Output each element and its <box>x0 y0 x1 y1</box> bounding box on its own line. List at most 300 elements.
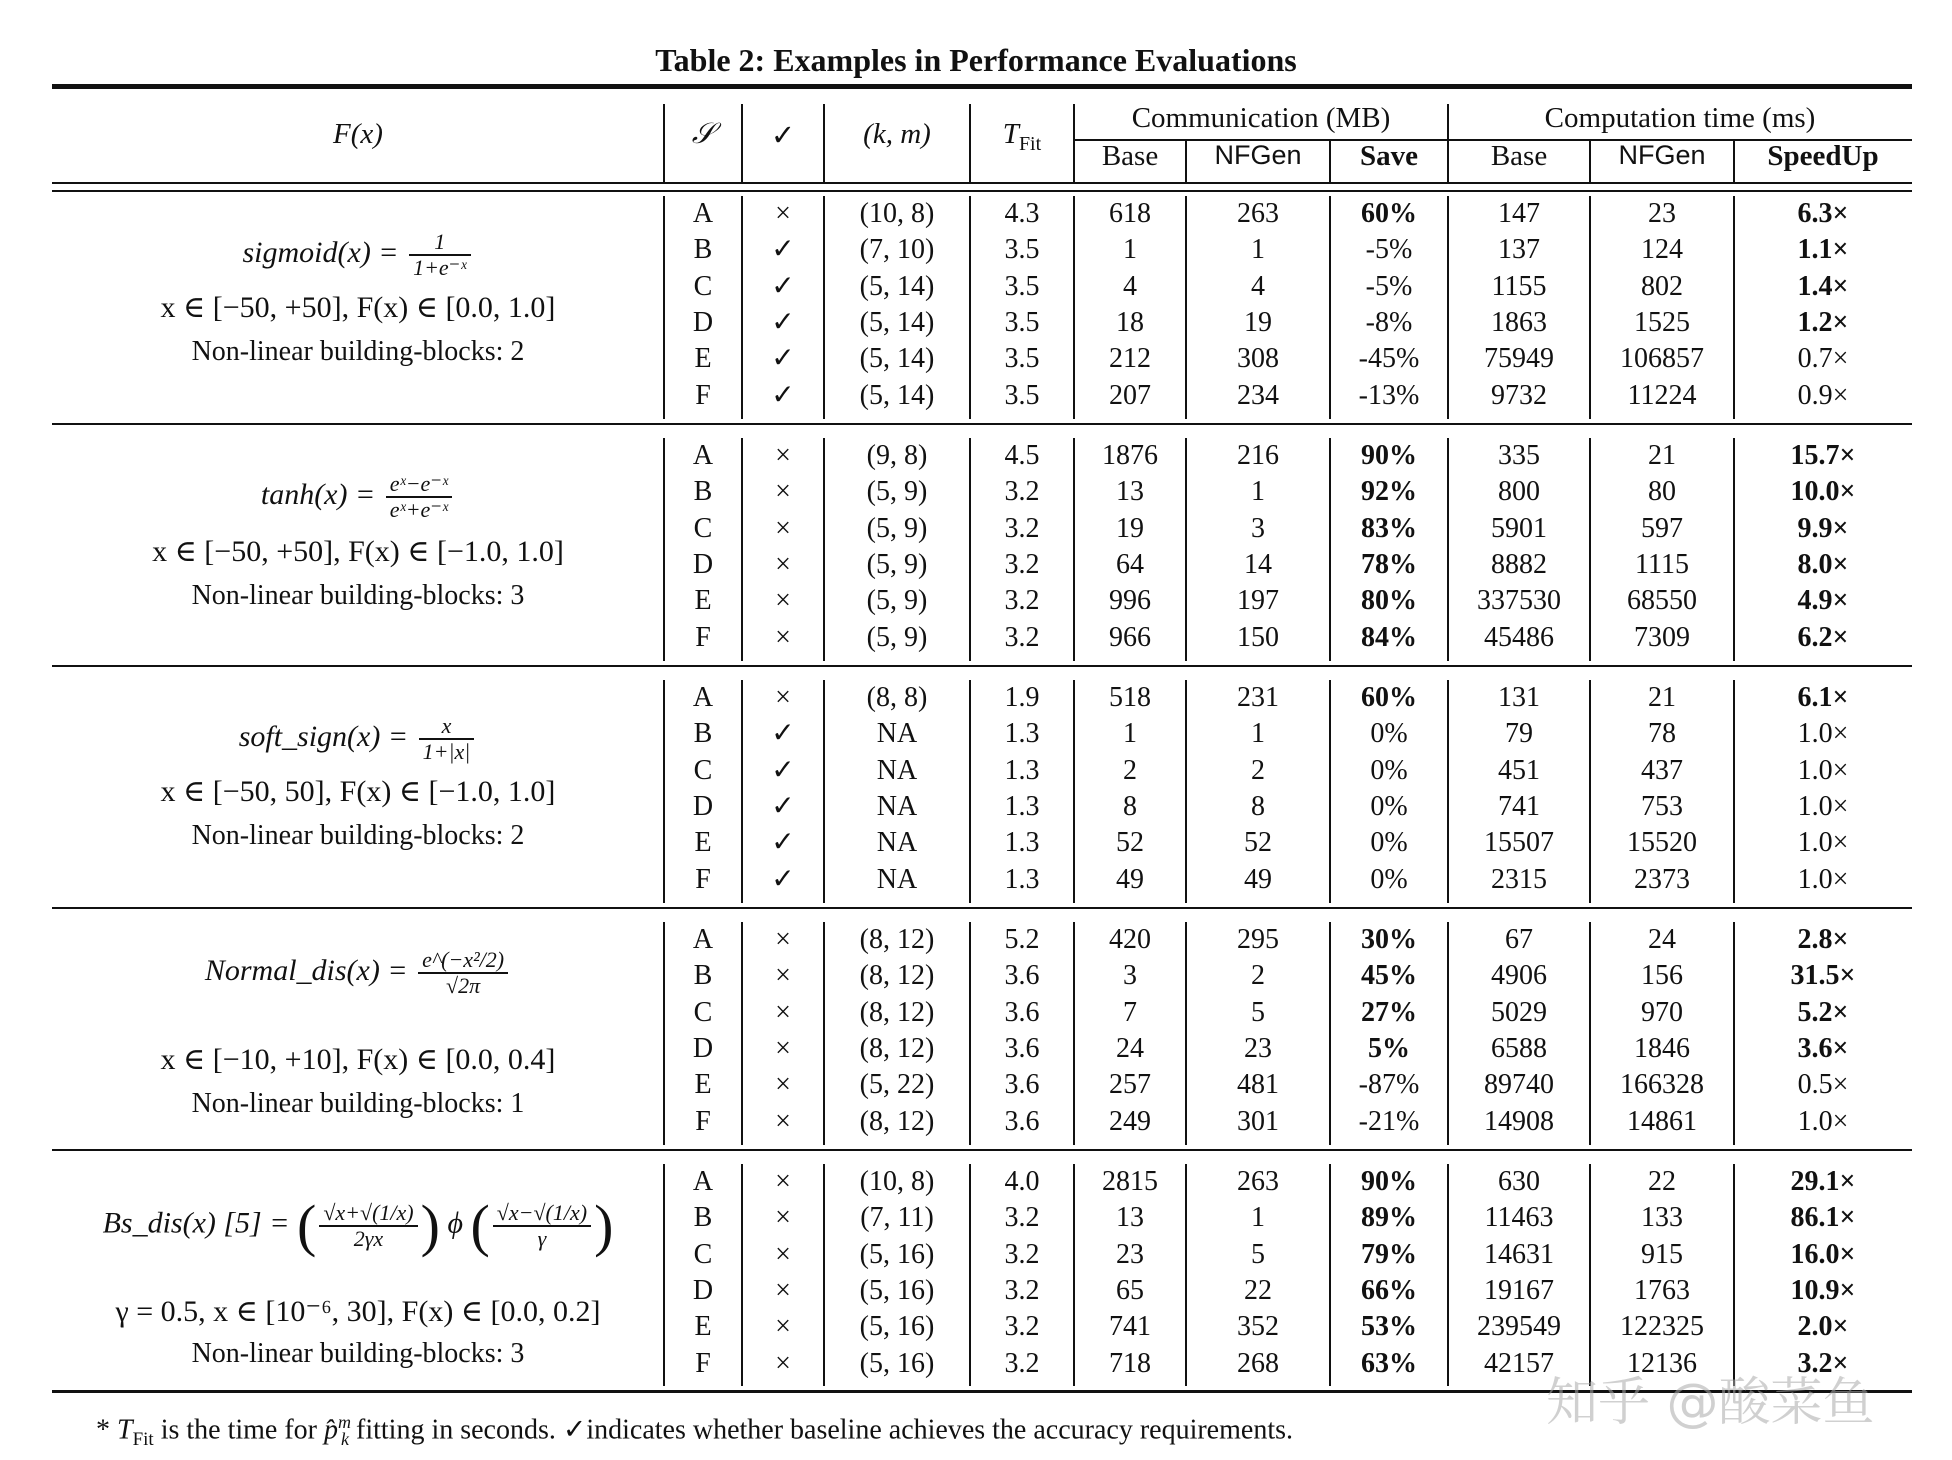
cell-t: 1.3 <box>1004 790 1040 822</box>
col-line-6 <box>1447 104 1449 182</box>
cell-km: (10, 8) <box>859 198 935 229</box>
cell-cb: 5029 <box>1491 996 1547 1028</box>
cell-c: × <box>775 1274 791 1306</box>
blocks-tanh: Non-linear building-blocks: 3 <box>191 580 525 611</box>
cell-cb: 131 <box>1498 682 1540 713</box>
cell-su: 4.9× <box>1797 585 1849 617</box>
cell-sv: 60% <box>1361 198 1417 229</box>
cell-cb: 239549 <box>1477 1311 1561 1343</box>
cell-c: × <box>775 1032 791 1064</box>
cell-t: 3.2 <box>1004 1311 1040 1343</box>
cell-t: 3.2 <box>1004 476 1040 508</box>
cell-b: 19 <box>1116 512 1144 544</box>
cell-s: A <box>692 682 714 713</box>
cell-su: 29.1× <box>1790 1166 1856 1197</box>
cell-b: 1 <box>1123 718 1137 750</box>
cell-su: 10.9× <box>1790 1274 1856 1306</box>
cell-km: (5, 14) <box>859 306 935 338</box>
cell-su: 1.1× <box>1797 234 1849 266</box>
cell-n: 197 <box>1237 585 1279 617</box>
cell-s: A <box>692 440 714 471</box>
formula-sigmoid: sigmoid(x) = $\frac{1}{\text{1+e⁻ˣ}}$ <box>52 230 664 280</box>
cell-c: × <box>775 1069 791 1101</box>
top-rule <box>52 84 1912 89</box>
cell-sv: -21% <box>1358 1105 1420 1137</box>
col-line-3 <box>823 104 825 182</box>
cell-km: NA <box>876 827 918 859</box>
cell-su: 1.0× <box>1797 863 1849 895</box>
cell-c: × <box>775 440 791 471</box>
cell-cb: 79 <box>1505 718 1533 750</box>
cell-km: (8, 12) <box>859 1032 935 1064</box>
cell-cn: 22 <box>1648 1166 1676 1197</box>
cell-cb: 1155 <box>1491 270 1547 302</box>
cell-s: F <box>695 1105 711 1137</box>
cell-n: 263 <box>1237 198 1279 229</box>
sigmoid-fraction: $\frac{1}{\text{1+e⁻ˣ}}$ <box>409 230 470 280</box>
cell-t: 3.5 <box>1004 343 1040 375</box>
cell-n: 49 <box>1244 863 1272 895</box>
cell-c: ✓ <box>771 718 795 750</box>
cell-c: × <box>775 621 791 653</box>
cell-cn: 1115 <box>1635 548 1689 580</box>
cell-su: 3.2× <box>1797 1347 1849 1379</box>
cell-t: 4.3 <box>1004 198 1040 229</box>
cell-su: 0.5× <box>1797 1069 1849 1101</box>
cell-s: A <box>692 198 714 229</box>
cell-n: 301 <box>1237 1105 1279 1137</box>
col-line-5 <box>1073 104 1075 182</box>
cell-cb: 800 <box>1498 476 1540 508</box>
cell-b: 249 <box>1109 1105 1151 1137</box>
cell-su: 2.0× <box>1797 1311 1849 1343</box>
cell-cb: 741 <box>1498 790 1540 822</box>
cell-s: E <box>694 827 712 859</box>
cell-km: NA <box>876 863 918 895</box>
cell-km: (5, 9) <box>866 548 928 580</box>
cell-s: A <box>692 924 714 955</box>
cell-c: × <box>775 1238 791 1270</box>
cell-cn: 915 <box>1641 1238 1683 1270</box>
cell-b: 420 <box>1109 924 1151 955</box>
cell-cn: 24 <box>1648 924 1676 955</box>
soft-sign-fraction: $\frac{x}{1+|x|}$ <box>419 714 475 764</box>
cell-n: 1 <box>1251 1202 1265 1234</box>
cell-s: D <box>692 1274 714 1306</box>
cell-km: (7, 10) <box>859 234 935 266</box>
cell-n: 231 <box>1237 682 1279 713</box>
cell-c: ✓ <box>771 827 795 859</box>
cell-cb: 75949 <box>1484 343 1554 375</box>
cell-n: 234 <box>1237 379 1279 411</box>
cell-su: 1.0× <box>1797 790 1849 822</box>
col-line-10 <box>1733 141 1735 182</box>
cell-cb: 9732 <box>1491 379 1547 411</box>
cell-b: 718 <box>1109 1347 1151 1379</box>
cell-b: 52 <box>1116 827 1144 859</box>
cell-cn: 80 <box>1648 476 1676 508</box>
cell-su: 86.1× <box>1790 1202 1856 1234</box>
formula-soft-sign: soft_sign(x) = $\frac{x}{1+|x|}$ <box>52 714 664 764</box>
cell-cb: 451 <box>1498 754 1540 786</box>
cell-km: (5, 16) <box>859 1238 935 1270</box>
blocks-sigmoid: Non-linear building-blocks: 2 <box>191 336 525 367</box>
cell-sv: 90% <box>1361 440 1417 471</box>
cell-sv: 80% <box>1361 585 1417 617</box>
cell-c: × <box>775 1347 791 1379</box>
cell-km: (5, 9) <box>866 585 928 617</box>
cell-km: (5, 22) <box>859 1069 935 1101</box>
cell-t: 3.2 <box>1004 1274 1040 1306</box>
cell-cn: 124 <box>1641 234 1683 266</box>
cell-su: 10.0× <box>1790 476 1856 508</box>
cell-c: ✓ <box>771 754 795 786</box>
col-line-9 <box>1589 141 1591 182</box>
cell-s: E <box>694 1311 712 1343</box>
cell-s: C <box>693 1238 713 1270</box>
cell-km: (8, 12) <box>859 1105 935 1137</box>
cell-sv: 0% <box>1370 718 1408 750</box>
footnote: * $T_{Fit}$ is the time for p̂$^m_k$ fitting in seconds. ✓indicates whether baseline achieves the accuracy requirements. <box>96 1412 1293 1450</box>
cell-b: 18 <box>1116 306 1144 338</box>
header-km: (k, m) <box>863 118 931 150</box>
cell-cn: 12136 <box>1627 1347 1697 1379</box>
cell-s: E <box>694 585 712 617</box>
cell-t: 3.2 <box>1004 548 1040 580</box>
cell-s: B <box>693 960 713 992</box>
cell-b: 4 <box>1123 270 1137 302</box>
cell-t: 3.2 <box>1004 1347 1040 1379</box>
cell-cb: 67 <box>1505 924 1533 955</box>
cell-n: 8 <box>1251 790 1265 822</box>
cell-b: 8 <box>1123 790 1137 822</box>
cell-cb: 1863 <box>1491 306 1547 338</box>
cell-sv: -13% <box>1358 379 1420 411</box>
cell-c: × <box>775 924 791 955</box>
cell-sv: 84% <box>1361 621 1417 653</box>
cell-km: (7, 11) <box>860 1202 934 1234</box>
col-line-8 <box>1329 141 1331 182</box>
cell-su: 1.2× <box>1797 306 1849 338</box>
cell-n: 295 <box>1237 924 1279 955</box>
cell-cn: 23 <box>1648 198 1676 229</box>
cell-cb: 335 <box>1498 440 1540 471</box>
cell-sv: -8% <box>1365 306 1413 338</box>
cell-su: 0.7× <box>1797 343 1849 375</box>
blocks-normal-dis: Non-linear building-blocks: 1 <box>191 1088 525 1119</box>
cell-t: 1.9 <box>1004 682 1040 713</box>
cell-cn: 78 <box>1648 718 1676 750</box>
cell-n: 308 <box>1237 343 1279 375</box>
col-line-7 <box>1185 141 1187 182</box>
cell-cb: 337530 <box>1477 585 1561 617</box>
cell-sv: 66% <box>1361 1274 1417 1306</box>
cell-su: 5.2× <box>1797 996 1849 1028</box>
watermark: 知乎 @酸菜鱼 <box>1546 1373 1875 1433</box>
cell-km: (5, 9) <box>866 512 928 544</box>
cell-sv: 45% <box>1361 960 1417 992</box>
cell-b: 741 <box>1109 1311 1151 1343</box>
cell-cn: 437 <box>1641 754 1683 786</box>
cell-sv: 27% <box>1361 996 1417 1028</box>
cell-su: 6.1× <box>1797 682 1849 713</box>
cell-sv: 5% <box>1368 1032 1410 1064</box>
cell-t: 1.3 <box>1004 863 1040 895</box>
cell-b: 207 <box>1109 379 1151 411</box>
cell-b: 13 <box>1116 476 1144 508</box>
cell-cn: 753 <box>1641 790 1683 822</box>
cell-n: 3 <box>1251 512 1265 544</box>
cell-su: 6.3× <box>1797 198 1849 229</box>
cell-b: 212 <box>1109 343 1151 375</box>
cell-t: 3.5 <box>1004 270 1040 302</box>
cell-s: D <box>692 306 714 338</box>
col-line-4 <box>969 104 971 182</box>
cell-c: × <box>775 682 791 713</box>
cell-su: 0.9× <box>1797 379 1849 411</box>
cell-sv: 78% <box>1361 548 1417 580</box>
cell-c: ✓ <box>771 343 795 375</box>
cell-cn: 802 <box>1641 270 1683 302</box>
cell-t: 1.3 <box>1004 827 1040 859</box>
cell-c: ✓ <box>771 306 795 338</box>
cell-c: × <box>775 1202 791 1234</box>
cell-b: 3 <box>1123 960 1137 992</box>
cell-b: 1876 <box>1102 440 1158 471</box>
cell-n: 1 <box>1251 234 1265 266</box>
cell-su: 1.4× <box>1797 270 1849 302</box>
cell-s: C <box>693 270 713 302</box>
cell-cb: 630 <box>1498 1166 1540 1197</box>
cell-n: 268 <box>1237 1347 1279 1379</box>
cell-t: 3.2 <box>1004 1202 1040 1234</box>
domain-normal-dis: x ∈ [−10, +10], F(x) ∈ [0.0, 0.4] <box>160 1043 556 1076</box>
cell-s: F <box>695 1347 711 1379</box>
cell-t: 3.6 <box>1004 1069 1040 1101</box>
domain-tanh: x ∈ [−50, +50], F(x) ∈ [−1.0, 1.0] <box>152 535 564 568</box>
cell-n: 352 <box>1237 1311 1279 1343</box>
cell-su: 1.0× <box>1797 718 1849 750</box>
header-nfgen: NFGen <box>1214 140 1302 170</box>
cell-t: 3.5 <box>1004 379 1040 411</box>
cell-cn: 122325 <box>1620 1311 1704 1343</box>
cell-t: 3.5 <box>1004 234 1040 266</box>
cell-cn: 15520 <box>1627 827 1697 859</box>
cell-su: 1.0× <box>1797 827 1849 859</box>
cell-cb: 14908 <box>1484 1105 1554 1137</box>
cell-s: D <box>692 790 714 822</box>
cell-b: 2 <box>1123 754 1137 786</box>
cell-sv: 60% <box>1361 682 1417 713</box>
cell-c: ✓ <box>771 234 795 266</box>
cell-s: E <box>694 343 712 375</box>
cell-cn: 2373 <box>1634 863 1690 895</box>
cell-c: ✓ <box>771 790 795 822</box>
cell-b: 966 <box>1109 621 1151 653</box>
cell-cn: 21 <box>1648 682 1676 713</box>
header-s: 𝒮 <box>691 118 715 150</box>
cell-c: × <box>775 548 791 580</box>
cell-km: NA <box>876 718 918 750</box>
cell-sv: 83% <box>1361 512 1417 544</box>
cell-su: 8.0× <box>1797 548 1849 580</box>
cell-su: 16.0× <box>1790 1238 1856 1270</box>
header-save: Save <box>1360 140 1418 172</box>
cell-t: 4.0 <box>1004 1166 1040 1197</box>
cell-t: 3.6 <box>1004 996 1040 1028</box>
formula-bs-dis: Bs_dis(x) [5] = ( $\frac{√x+√(1/x)}{2\gamma x}$ ) ϕ ( $\frac{√x-√(1/x)}{\gamma}$ ) <box>102 1193 614 1258</box>
cell-s: B <box>693 718 713 750</box>
blocks-bs-dis: Non-linear building-blocks: 3 <box>191 1338 525 1369</box>
cell-b: 618 <box>1109 198 1151 229</box>
cell-sv: 89% <box>1361 1202 1417 1234</box>
cell-b: 257 <box>1109 1069 1151 1101</box>
cell-su: 31.5× <box>1790 960 1856 992</box>
cell-s: F <box>695 621 711 653</box>
header-fx: F(x) <box>333 118 383 150</box>
cell-cn: 1846 <box>1634 1032 1690 1064</box>
cell-n: 22 <box>1244 1274 1272 1306</box>
cell-b: 1 <box>1123 234 1137 266</box>
domain-soft-sign: x ∈ [−50, 50], F(x) ∈ [−1.0, 1.0] <box>160 775 556 808</box>
cell-b: 13 <box>1116 1202 1144 1234</box>
header-base: Base <box>1101 140 1159 172</box>
cell-n: 19 <box>1244 306 1272 338</box>
cell-n: 150 <box>1237 621 1279 653</box>
cell-cn: 11224 <box>1627 379 1697 411</box>
cell-n: 14 <box>1244 548 1272 580</box>
cell-cn: 68550 <box>1627 585 1697 617</box>
cell-s: F <box>695 379 711 411</box>
cell-sv: 0% <box>1370 790 1408 822</box>
cell-cn: 1525 <box>1634 306 1690 338</box>
cell-su: 1.0× <box>1797 1105 1849 1137</box>
cell-km: (5, 16) <box>859 1347 935 1379</box>
cell-km: (5, 14) <box>859 379 935 411</box>
group-rule-2 <box>52 665 1912 667</box>
cell-cn: 970 <box>1641 996 1683 1028</box>
table-title: Table 2: Examples in Performance Evaluations <box>655 42 1297 78</box>
cell-t: 3.6 <box>1004 1105 1040 1137</box>
cell-sv: 53% <box>1361 1311 1417 1343</box>
cell-s: F <box>695 863 711 895</box>
cell-n: 263 <box>1237 1166 1279 1197</box>
cell-s: E <box>694 1069 712 1101</box>
cell-cb: 5901 <box>1491 512 1547 544</box>
cell-c: × <box>775 996 791 1028</box>
cell-b: 23 <box>1116 1238 1144 1270</box>
cell-cb: 45486 <box>1484 621 1554 653</box>
cell-n: 4 <box>1251 270 1265 302</box>
bs-dis-right-fraction: $\frac{√x-√(1/x)}{\gamma}$ <box>493 1201 591 1251</box>
cell-km: NA <box>876 790 918 822</box>
cell-c: × <box>775 1105 791 1137</box>
cell-n: 1 <box>1251 476 1265 508</box>
cell-km: (5, 16) <box>859 1274 935 1306</box>
cell-km: (5, 9) <box>866 476 928 508</box>
cell-cb: 2315 <box>1491 863 1547 895</box>
cell-c: × <box>775 1311 791 1343</box>
cell-cn: 106857 <box>1620 343 1704 375</box>
cell-t: 3.2 <box>1004 1238 1040 1270</box>
cell-t: 3.6 <box>1004 960 1040 992</box>
cell-cn: 597 <box>1641 512 1683 544</box>
cell-c: × <box>775 512 791 544</box>
cell-cb: 14631 <box>1484 1238 1554 1270</box>
cell-su: 2.8× <box>1797 924 1849 955</box>
cell-sv: 92% <box>1361 476 1417 508</box>
cell-sv: -5% <box>1365 234 1413 266</box>
cell-km: NA <box>876 754 918 786</box>
cell-s: B <box>693 234 713 266</box>
normal-dis-fraction: $\frac{\text{e\textasciicircum{}(−x²/2)}}{√2\pi}$ <box>418 948 508 998</box>
cell-n: 23 <box>1244 1032 1272 1064</box>
cell-b: 49 <box>1116 863 1144 895</box>
cell-b: 996 <box>1109 585 1151 617</box>
cell-km: (8, 12) <box>859 960 935 992</box>
cell-cb: 137 <box>1498 234 1540 266</box>
cell-cn: 14861 <box>1627 1105 1697 1137</box>
cell-s: C <box>693 996 713 1028</box>
blocks-soft-sign: Non-linear building-blocks: 2 <box>191 820 525 851</box>
cell-sv: 63% <box>1361 1347 1417 1379</box>
cell-s: A <box>692 1166 714 1197</box>
cell-t: 3.2 <box>1004 512 1040 544</box>
header-tfit: $T_{Fit}$ <box>1002 118 1042 155</box>
cell-km: (5, 14) <box>859 270 935 302</box>
bs-dis-left-fraction: $\frac{√x+√(1/x)}{2\gamma x}$ <box>319 1201 417 1251</box>
cell-cb: 147 <box>1498 198 1540 229</box>
cell-s: D <box>692 1032 714 1064</box>
cell-sv: 90% <box>1361 1166 1417 1197</box>
cell-su: 15.7× <box>1790 440 1856 471</box>
header-communication: Communication (MB) <box>1131 102 1391 134</box>
header-check: ✓ <box>770 120 796 152</box>
cell-b: 7 <box>1123 996 1137 1028</box>
cell-sv: 0% <box>1370 754 1408 786</box>
cell-t: 3.6 <box>1004 1032 1040 1064</box>
cell-t: 5.2 <box>1004 924 1040 955</box>
cell-km: (8, 12) <box>859 996 935 1028</box>
cell-km: (8, 12) <box>859 924 935 955</box>
cell-n: 5 <box>1251 996 1265 1028</box>
header-rule-2 <box>52 190 1912 192</box>
cell-t: 1.3 <box>1004 718 1040 750</box>
cell-sv: -45% <box>1358 343 1420 375</box>
cell-cn: 21 <box>1648 440 1676 471</box>
cell-n: 52 <box>1244 827 1272 859</box>
cell-s: B <box>693 1202 713 1234</box>
cell-su: 6.2× <box>1797 621 1849 653</box>
header-speedup: SpeedUp <box>1767 140 1879 172</box>
cell-b: 64 <box>1116 548 1144 580</box>
cell-n: 1 <box>1251 718 1265 750</box>
cell-cb: 4906 <box>1491 960 1547 992</box>
domain-bs-dis: γ = 0.5, x ∈ [10⁻⁶, 30], F(x) ∈ [0.0, 0.2] <box>115 1295 601 1328</box>
header-computation: Computation time (ms) <box>1544 102 1816 134</box>
cell-cb: 6588 <box>1491 1032 1547 1064</box>
cell-c: × <box>775 960 791 992</box>
cell-cn: 166328 <box>1620 1069 1704 1101</box>
cell-t: 3.2 <box>1004 621 1040 653</box>
header-base-2: Base <box>1490 140 1548 172</box>
header-nfgen-2: NFGen <box>1618 140 1706 170</box>
cell-cn: 1763 <box>1634 1274 1690 1306</box>
cell-c: ✓ <box>771 270 795 302</box>
cell-t: 3.2 <box>1004 585 1040 617</box>
cell-sv: 0% <box>1370 827 1408 859</box>
cell-n: 5 <box>1251 1238 1265 1270</box>
